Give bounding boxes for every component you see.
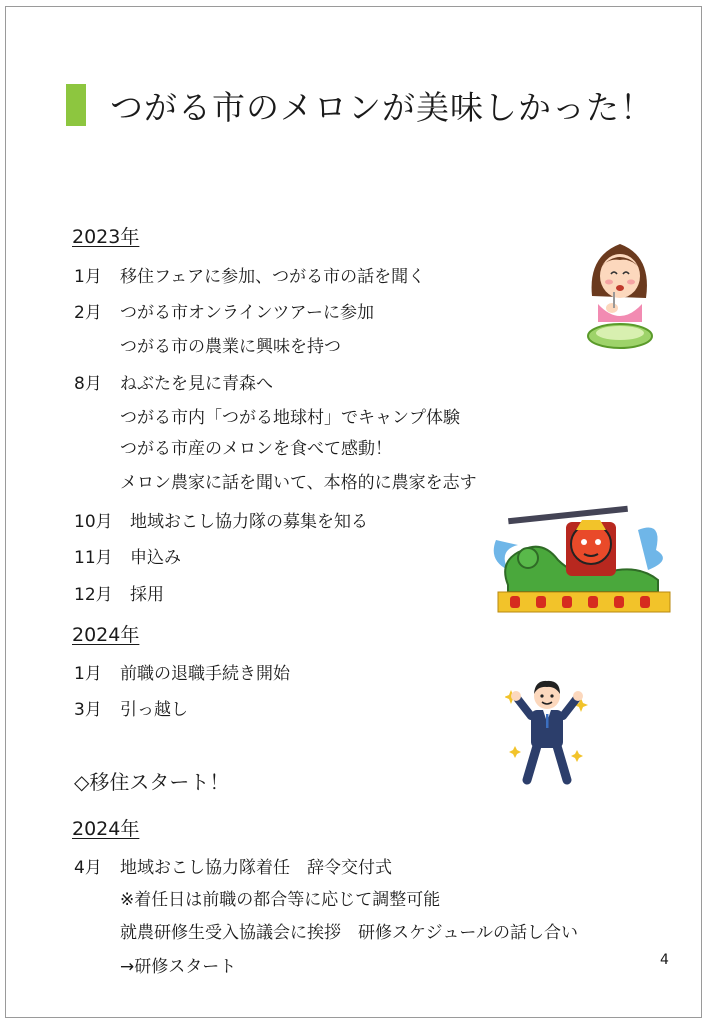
entry-month: 10月: [74, 512, 113, 532]
timeline-entry: [120, 434, 392, 459]
timeline-entry: [74, 507, 368, 532]
entry-month: 3月: [74, 700, 102, 720]
timeline-entry: [74, 262, 425, 287]
entry-text: 採用: [130, 585, 164, 605]
entry-month: 8月: [74, 374, 102, 394]
woman-eating-melon-illustration: [580, 236, 660, 354]
entry-text: 就農研修生受入協議会に挨拶 研修スケジュールの話し合い: [120, 923, 578, 943]
year-heading-2023: 2023年: [72, 226, 140, 248]
timeline-entry: [120, 952, 236, 977]
year-heading-2024: 2024年: [72, 624, 140, 646]
section-heading: ◇移住スタート！: [74, 770, 230, 794]
page-title: つがる市のメロンが美味しかった！: [110, 88, 654, 127]
entry-text: 申込み: [130, 548, 181, 568]
timeline-entry: [74, 853, 392, 878]
entry-text: 移住フェアに参加、つがる市の話を聞く: [120, 267, 426, 287]
entry-month: 1月: [74, 664, 102, 684]
entry-text: つがる市の農業に興味を持つ: [120, 337, 341, 357]
page-number: 4: [660, 952, 669, 968]
nebuta-float-illustration: [488, 500, 678, 616]
entry-text: ※着任日は前職の都合等に応じて調整可能: [120, 890, 441, 910]
entry-text: →研修スタート: [120, 957, 237, 977]
entry-text: つがる市オンラインツアーに参加: [120, 303, 374, 323]
timeline-entry: [74, 580, 164, 605]
entry-month: 11月: [74, 548, 113, 568]
title-accent-bar: [66, 84, 86, 126]
entry-text: メロン農家に話を聞いて、本格的に農家を志す: [120, 473, 477, 493]
entry-text: 引っ越し: [120, 700, 188, 720]
timeline-entry: [74, 543, 181, 568]
entry-text: 地域おこし協力隊着任 辞令交付式: [120, 858, 392, 878]
timeline-entry: [120, 332, 341, 357]
entry-text: 前職の退職手続き開始: [120, 664, 290, 684]
entry-month: 1月: [74, 267, 102, 287]
entry-month: 2月: [74, 303, 102, 323]
timeline-entry: [120, 403, 460, 428]
timeline-entry: [120, 918, 578, 943]
entry-text: ねぶたを見に青森へ: [120, 374, 273, 394]
timeline-entry: [120, 885, 440, 910]
timeline-entry: [74, 659, 290, 684]
entry-text: つがる市産のメロンを食べて感動！: [120, 439, 392, 459]
entry-text: つがる市内「つがる地球村」でキャンプ体験: [120, 408, 460, 428]
timeline-entry: [74, 369, 273, 394]
timeline-entry: [74, 695, 188, 720]
entry-month: 4月: [74, 858, 102, 878]
entry-month: 12月: [74, 585, 113, 605]
year-heading-2024-second: 2024年: [72, 818, 140, 840]
businessman-cheering-illustration: [505, 676, 589, 786]
entry-text: 地域おこし協力隊の募集を知る: [130, 512, 368, 532]
timeline-entry: [74, 298, 374, 323]
timeline-entry: [120, 468, 477, 493]
